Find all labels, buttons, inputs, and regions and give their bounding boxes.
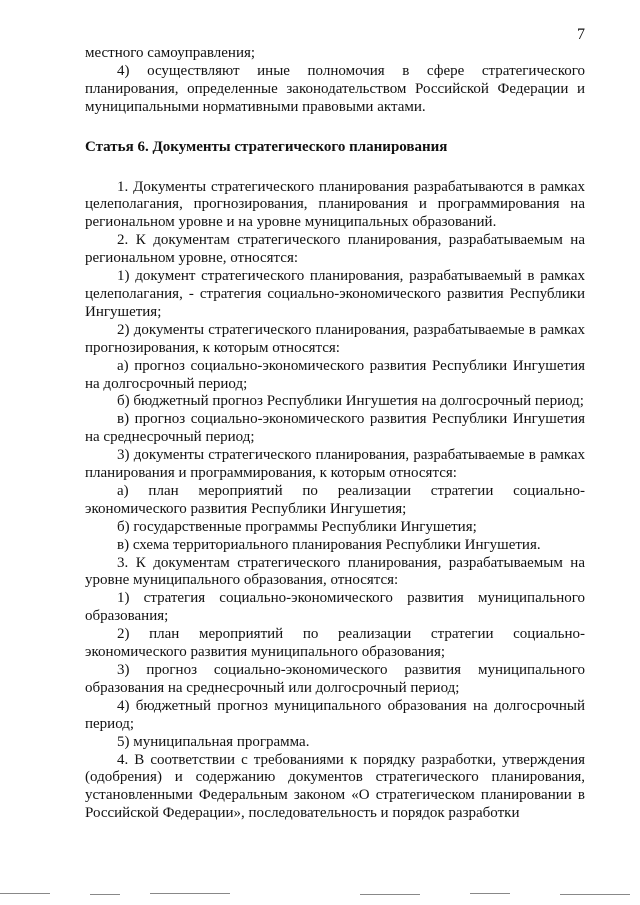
list-item: 2) документы стратегического планирования, разрабатываемые в рамках прогнозирования, к которым относятся:	[85, 321, 585, 356]
page-number: 7	[577, 26, 585, 43]
list-item: 3) прогноз социально-экономического развития муниципального образования на среднесрочный или долгосрочный период;	[85, 662, 585, 696]
paragraph: 2. К документам стратегического планирования, разрабатываемым на региональном уровне, относятся:	[85, 232, 585, 267]
document-body	[85, 45, 585, 823]
paragraph-continuation: местного самоуправления;	[85, 45, 256, 61]
paragraph: 1. Документы стратегического планирования разрабатываются в рамках целеполагания, прогнозирования, планирования и программирования на региональном уровне и на уровне муниципальных образований.	[85, 178, 585, 231]
sub-list-item: в) прогноз социально-экономического развития Республики Ингушетия на среднесрочный период;	[85, 411, 585, 446]
paragraph: 4) осуществляют иные полномочия в сфере стратегического планирования, определенные законодательством Российской Федерации и муниципальными нормативными правовыми актами.	[85, 62, 585, 115]
sub-list-item: а) прогноз социально-экономического развития Республики Ингушетия на долгосрочный период;	[85, 357, 585, 392]
paragraph: 4. В соответствии с требованиями к порядку разработки, утверждения (одобрения) и содержанию документов стратегического планирования, установленными Федеральным законом «О стратегическом планировании в Российской Федерации», последовательность и порядок разработки	[85, 751, 585, 822]
list-item: 3) документы стратегического планирования, разрабатываемые в рамках планирования и программирования, к которым относятся:	[85, 447, 585, 482]
sub-list-item: в) схема территориального планирования Республики Ингушетия.	[117, 536, 541, 553]
scan-edge-artifact	[0, 893, 640, 897]
list-item: 5) муниципальная программа.	[117, 733, 310, 750]
article-heading: Статья 6. Документы стратегического планирования	[85, 138, 448, 155]
list-item: 1) стратегия социально-экономического развития муниципального образования;	[85, 590, 585, 625]
sub-list-item: б) государственные программы Республики Ингушетия;	[117, 518, 477, 535]
sub-list-item: б) бюджетный прогноз Республики Ингушетия на долгосрочный период;	[117, 393, 584, 410]
list-item: 4) бюджетный прогноз муниципального образования на долгосрочный период;	[85, 697, 585, 732]
sub-list-item: а) план мероприятий по реализации стратегии социально-экономического развития Республики Ингушетия;	[85, 482, 585, 517]
list-item: 1) документ стратегического планирования, разрабатываемый в рамках целеполагания, - стратегия социально-экономического развития Республики Ингушетия;	[85, 268, 585, 320]
paragraph: 3. К документам стратегического планирования, разрабатываемым на уровне муниципального образования, относятся:	[85, 554, 585, 589]
list-item: 2) план мероприятий по реализации стратегии социально-экономического развития муниципального образования;	[85, 626, 585, 661]
